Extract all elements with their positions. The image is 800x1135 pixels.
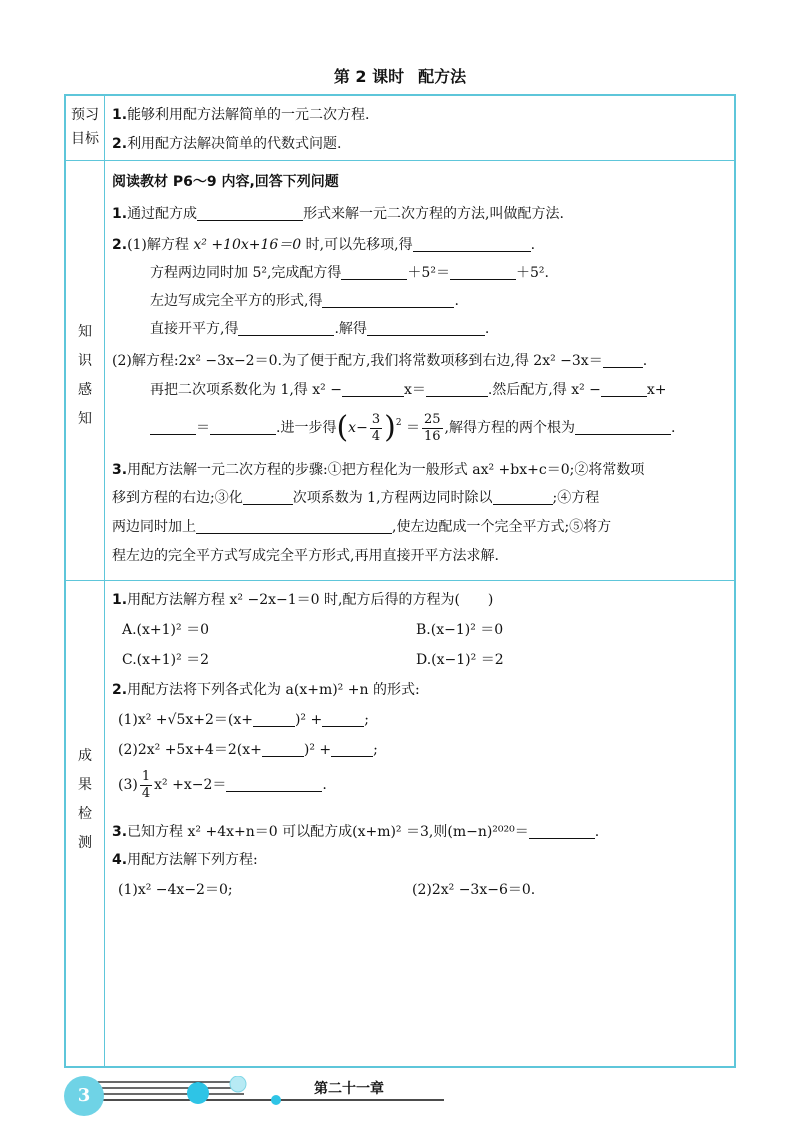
question-3-line [112, 517, 611, 537]
answer-blank[interactable] [253, 712, 295, 727]
result-question-3 [112, 822, 599, 842]
result-question-4 [112, 850, 258, 870]
question-2-2-step [150, 380, 667, 400]
answer-blank[interactable] [322, 293, 454, 308]
q-text: 时,可以先移项,得 [305, 237, 413, 253]
question-3-line [112, 488, 599, 508]
answer-blank[interactable] [226, 777, 322, 792]
denominator: 4 [371, 428, 381, 444]
q-text: .然后配方,得 x² − [487, 382, 601, 398]
q-num: 1. [112, 592, 128, 608]
q-text: )² + [294, 712, 323, 728]
reading-instruction: 阅读教材 P6～9 内容,回答下列问题 [112, 174, 339, 190]
page-title [0, 64, 800, 87]
question-2-1-step [150, 263, 549, 283]
q-text: ,解得方程的两个根为 [444, 420, 575, 436]
fraction [370, 412, 382, 445]
answer-blank[interactable] [196, 519, 392, 534]
numerator: 3 [371, 411, 381, 427]
answer-blank[interactable] [331, 742, 373, 757]
answer-blank[interactable] [426, 382, 488, 397]
option-c[interactable]: C.(x+1)² ＝2 [122, 652, 210, 668]
result-question-2-1 [118, 710, 369, 730]
answer-blank[interactable] [601, 382, 647, 397]
goal-text: 能够利用配方法解简单的一元二次方程. [127, 107, 370, 123]
q-text: 方程两边同时加 5²,完成配方得 [150, 265, 342, 281]
answer-blank[interactable] [603, 353, 643, 368]
question-1 [112, 204, 564, 224]
lesson-number: 第 2 课时 [333, 67, 405, 86]
q-text: 用配方法解一元二次方程的步骤:①把方程化为一般形式 ax² +bx+c＝0;②将常数项 [127, 462, 645, 478]
worksheet-table [64, 94, 736, 1068]
numerator: 25 [424, 411, 441, 427]
answer-blank[interactable] [413, 237, 531, 252]
fraction [422, 412, 443, 445]
answer-blank[interactable] [450, 265, 516, 280]
q-text: 用配方法解方程 x² −2x−1＝0 时,配方后得的方程为( ) [127, 592, 494, 608]
knowledge-label [66, 318, 104, 434]
equation: x² +10x+16＝0 [193, 237, 302, 253]
row-divider [66, 160, 734, 161]
page-footer [64, 1076, 444, 1116]
question-2-2-step: ＝ .进一步得(x− $\frac{3}{4}$ )$^2$ ＝ $\frac{25}{16}$ ,解得方程的两个根为 . [150, 402, 675, 454]
result-label-char: 测 [78, 835, 92, 851]
answer-blank[interactable] [322, 712, 364, 727]
q-text: 移到方程的右边;③化 [112, 490, 243, 506]
answer-blank[interactable] [150, 420, 196, 435]
q-text: ＝ [196, 420, 210, 436]
goal-text: 利用配方法解决简单的代数式问题. [127, 136, 342, 152]
goal-item [112, 105, 370, 125]
q-num: 3. [112, 824, 128, 840]
answer-blank[interactable] [493, 490, 553, 505]
q-text: ; [364, 712, 369, 728]
q-text: 两边同时加上 [112, 519, 196, 535]
result-question-4-1: (1)x² −4x−2＝0; [118, 882, 233, 898]
answer-blank[interactable] [341, 265, 407, 280]
q-text: ＋5²＝ [407, 265, 450, 281]
q-text: (2)2x² +5x+4＝2(x+ [118, 742, 262, 758]
q-text: x+ [646, 382, 667, 398]
goal-num: 2. [112, 136, 128, 152]
column-divider [104, 96, 105, 1066]
option-b[interactable]: B.(x−1)² ＝0 [416, 622, 504, 638]
goals-label-line: 目标 [71, 131, 99, 147]
row-divider [66, 580, 734, 581]
q-text: 用配方法将下列各式化为 a(x+m)² +n 的形式: [127, 682, 420, 698]
result-label-char: 果 [78, 777, 92, 793]
result-question-2 [112, 680, 420, 700]
q-num: 1. [112, 206, 128, 222]
q-text: (3) [118, 777, 138, 793]
math-term: x− [348, 420, 368, 436]
knowledge-label-char: 知 [78, 411, 92, 427]
q-text: .进一步得 [276, 420, 337, 436]
question-2-2: (2)解方程:2x² −3x−2＝0.为了便于配方,我们将常数项移到右边,得 2x² −3x＝ . [112, 353, 648, 369]
goals-label-line: 预习 [71, 107, 99, 123]
result-question-2-2 [118, 740, 378, 760]
answer-blank[interactable] [243, 490, 293, 505]
q-text: 直接开平方,得 [150, 321, 239, 337]
result-question-2-3 [118, 764, 327, 806]
q-text: x² +x−2＝ [154, 777, 227, 793]
denominator: 4 [141, 785, 151, 801]
q-text: (1)解方程 [127, 237, 189, 253]
lesson-topic: 配方法 [418, 67, 467, 86]
denominator: 16 [424, 428, 441, 444]
knowledge-label-char: 知 [78, 324, 92, 340]
q-text: (1)x² +√5x+2＝(x+ [118, 712, 253, 728]
q-text: 形式来解一元二次方程的方法,叫做配方法. [303, 206, 564, 222]
result-label-char: 检 [78, 806, 92, 822]
option-d[interactable]: D.(x−1)² ＝2 [416, 652, 504, 668]
result-question-4-2: (2)2x² −3x−6＝0. [412, 882, 536, 898]
q-text: 左边写成完全平方的形式,得 [150, 293, 323, 309]
result-question-1 [112, 590, 493, 610]
q-text: ,使左边配成一个完全平方式;⑤将方 [392, 519, 612, 535]
answer-blank[interactable] [575, 420, 671, 435]
result-label [66, 742, 104, 858]
question-2-1-step: 直接开平方,得 .解得 . [150, 321, 490, 337]
answer-blank[interactable] [197, 206, 303, 221]
chapter-title: 第二十一章 [314, 1081, 384, 1097]
goal-num: 1. [112, 107, 128, 123]
answer-blank[interactable] [210, 420, 276, 435]
question-3-line: 程左边的完全平方式写成完全平方形式,再用直接开平方法求解. [112, 548, 499, 564]
page-number: 3 [64, 1076, 104, 1116]
answer-blank[interactable] [238, 321, 334, 336]
answer-blank[interactable] [367, 321, 485, 336]
goal-item [112, 134, 342, 154]
q-num: 2. [112, 682, 128, 698]
q-text: ＋5². [515, 265, 549, 281]
q-num: 2. [112, 237, 128, 253]
q-text: . [322, 777, 327, 793]
q-text: ; [373, 742, 378, 758]
option-a[interactable]: A.(x+1)² ＝0 [122, 622, 209, 638]
q-text: 次项系数为 1,方程两边同时除以 [292, 490, 493, 506]
result-label-char: 成 [78, 748, 92, 764]
footer-decoration [64, 1076, 444, 1116]
answer-blank[interactable] [342, 382, 404, 397]
q-text: 用配方法解下列方程: [127, 852, 258, 868]
q-text: 通过配方成 [127, 206, 198, 222]
knowledge-label-char: 感 [78, 382, 92, 398]
question-3 [112, 460, 644, 480]
q-text: ;④方程 [552, 490, 600, 506]
question-2-1: 2.(1)解方程 x² +10x+16＝0 时,可以先移项,得 . [112, 237, 536, 253]
q-text: . [594, 824, 600, 840]
q-text: 再把二次项系数化为 1,得 x² − [150, 382, 342, 398]
q-text: ＝ [406, 420, 420, 436]
question-2-1-step: 左边写成完全平方的形式,得 . [150, 293, 459, 309]
numerator: 1 [141, 768, 151, 784]
q-text: 已知方程 x² +4x+n＝0 可以配方成(x+m)² ＝3,则(m−n)²⁰²⁰＝ [127, 824, 529, 840]
goals-label [66, 103, 104, 151]
fraction [140, 769, 152, 802]
q-text: x＝ [403, 382, 426, 398]
answer-blank[interactable] [529, 824, 595, 839]
q-text: .解得 [334, 321, 367, 337]
q-num: 3. [112, 462, 128, 478]
knowledge-label-char: 识 [78, 353, 92, 369]
q-text: (2)解方程:2x² −3x−2＝0.为了便于配方,我们将常数项移到右边,得 2x² −3x＝ [112, 353, 603, 369]
q-num: 4. [112, 852, 128, 868]
answer-blank[interactable] [262, 742, 304, 757]
q-text: )² + [303, 742, 332, 758]
